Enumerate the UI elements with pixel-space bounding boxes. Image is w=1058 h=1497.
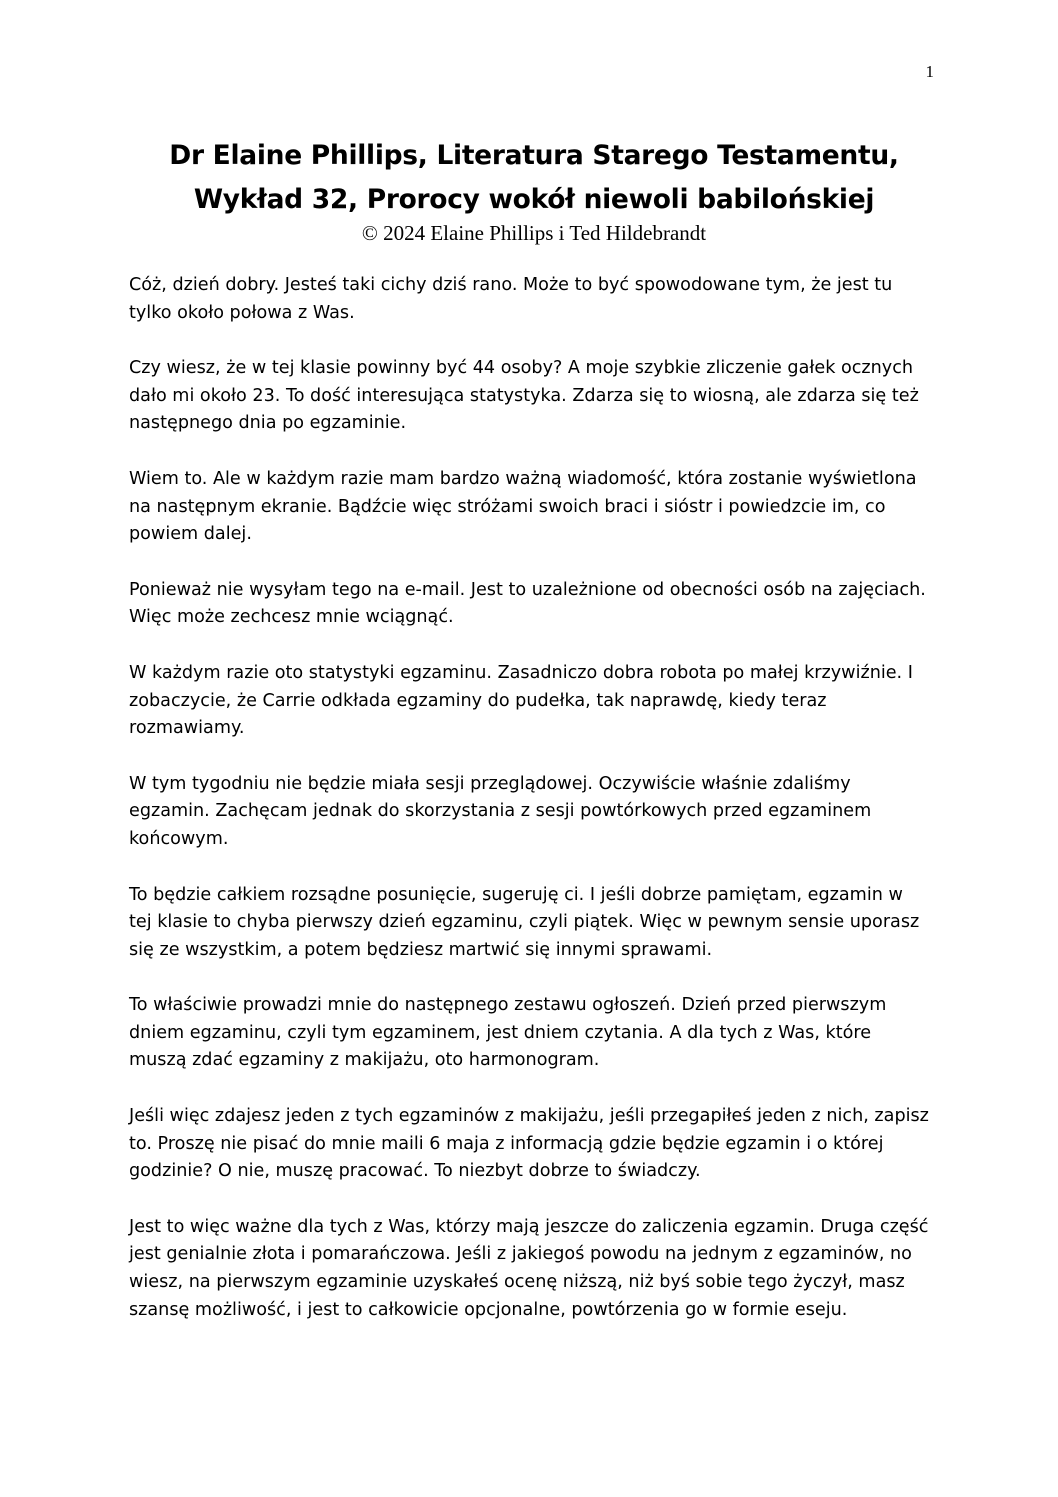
document-body <box>129 272 929 1352</box>
page-number: 1 <box>925 62 934 81</box>
paragraph: Czy wiesz, że w tej klasie powinny być 44 osoby? A moje szybkie zliczenie gałek ocznych dało mi około 23. To dość interesująca statystyka. Zdarza się to wiosną, ale zdarza się też następnego dnia po egzaminie. <box>129 358 919 434</box>
paragraph: W każdym razie oto statystyki egzaminu. Zasadniczo dobra robota po małej krzywiźnie. I zobaczycie, że Carrie odkłada egzaminy do pudełka, tak naprawdę, kiedy teraz rozmawiamy. <box>129 662 913 739</box>
document-title <box>100 134 968 222</box>
paragraph: To będzie całkiem rozsądne posunięcie, sugeruję ci. I jeśli dobrze pamiętam, egzamin w tej klasie to chyba pierwszy dzień egzaminu, czyli piątek. Więc w pewnym sensie uporasz się ze wszystkim, a potem będziesz martwić się innymi sprawami. <box>129 884 920 960</box>
title-line-2: Wykład 32, Prorocy wokół niewoli babilońskiej <box>193 184 875 215</box>
copyright-line: © 2024 Elaine Phillips i Ted Hildebrandt <box>361 221 707 245</box>
paragraph: W tym tygodniu nie będzie miała sesji przeglądowej. Oczywiście właśnie zdaliśmy egzamin. Zachęcam jednak do skorzystania z sesji powtórkowych przed egzaminem końcowym. <box>129 773 872 849</box>
title-line-1: Dr Elaine Phillips, Literatura Starego Testamentu, <box>169 140 899 171</box>
paragraph: To właściwie prowadzi mnie do następnego zestawu ogłoszeń. Dzień przed pierwszym dniem egzaminu, czyli tym egzaminem, jest dniem czytania. A dla tych z Was, które muszą zdać egzaminy z makijażu, oto harmonogram. <box>129 995 887 1071</box>
paragraph: Ponieważ nie wysyłam tego na e-mail. Jest to uzależnione od obecności osób na zajęciach. Więc może zechcesz mnie wciągnąć. <box>129 579 926 628</box>
paragraph: Cóż, dzień dobry. Jesteś taki cichy dziś rano. Może to być spowodowane tym, że jest tu tylko około połowa z Was. <box>129 275 893 323</box>
paragraph: Wiem to. Ale w każdym razie mam bardzo ważną wiadomość, która zostanie wyświetlona na następnym ekranie. Bądźcie więc stróżami swoich braci i sióstr i powiedzcie im, co powiem dalej. <box>129 468 917 545</box>
paragraph: Jeśli więc zdajesz jeden z tych egzaminów z makijażu, jeśli przegapiłeś jeden z nich, zapisz to. Proszę nie pisać do mnie maili 6 maja z informacją gdzie będzie egzamin i o której godzinie? O nie, muszę pracować. To niezbyt dobrze to świadczy. <box>129 1106 929 1182</box>
paragraph: Jest to więc ważne dla tych z Was, którzy mają jeszcze do zaliczenia egzamin. Druga część jest genialnie złota i pomarańczowa. Jeśli z jakiegoś powodu na jednym z egzaminów, no wiesz, na pierwszym egzaminie uzyskałeś ocenę niższą, niż byś sobie tego życzył, masz szansę możliwość, i jest to całkowicie opcjonalne, powtórzenia go w formie eseju. <box>129 1216 929 1320</box>
